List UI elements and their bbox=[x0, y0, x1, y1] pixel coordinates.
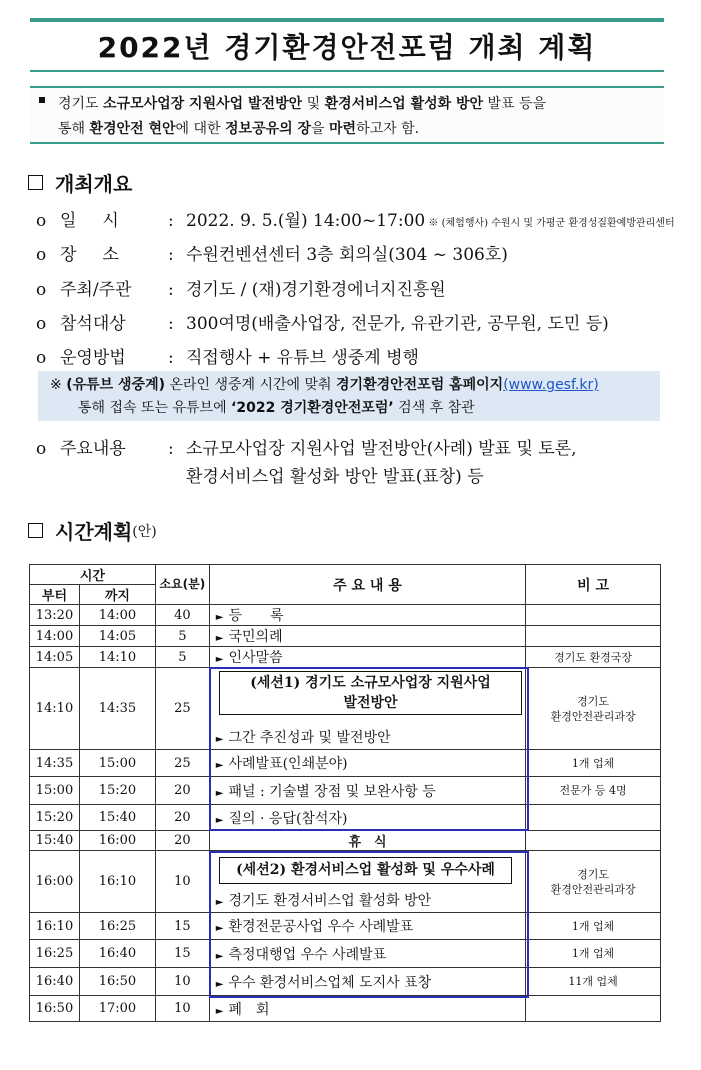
header-note: 비 고 bbox=[526, 565, 661, 605]
header-content: 주 요 내 용 bbox=[209, 565, 525, 605]
triangle-bullet-icon: ► bbox=[215, 734, 224, 745]
table-row-break: 15:40 16:00 20 휴 식 bbox=[30, 831, 661, 851]
square-bullet-icon bbox=[39, 97, 45, 103]
label-venue: 장소 bbox=[60, 245, 145, 265]
header-duration: 소요(분) bbox=[155, 565, 209, 605]
overview-row-operation: o 운영방법 : 직접행사 + 유튜브 생중계 병행 bbox=[36, 348, 419, 368]
triangle-bullet-icon: ► bbox=[215, 787, 224, 799]
table-row: 14:05 14:10 5 ► 인사말씀 경기도 환경국장 bbox=[30, 647, 661, 668]
header-from: 부터 bbox=[30, 585, 80, 605]
table-row: 16:00 16:10 10 ► 경기도 환경서비스업 활성화 방안 경기도 환경안전관리과장 bbox=[30, 851, 661, 913]
overview-row-attendees: o 참석대상 : 300여명(배출사업장, 전문가, 유관기관, 공무원, 도민 등) bbox=[36, 314, 609, 334]
checkbox-square-icon bbox=[28, 523, 43, 538]
triangle-bullet-icon: ► bbox=[215, 654, 224, 665]
session2-title: (세션2) 환경서비스업 활성화 및 우수사례 bbox=[219, 857, 512, 884]
table-row: 16:40 16:50 10 ► 우수 환경서비스업체 도지사 표창 11개 업체 bbox=[30, 968, 661, 996]
triangle-bullet-icon: ► bbox=[215, 923, 224, 934]
overview-row-contents: o 주요내용 : 소규모사업장 지원사업 발전방안(사례) 발표 및 토론, bbox=[36, 439, 577, 459]
header-time: 시간 bbox=[30, 565, 156, 585]
table-row: 15:20 15:40 20 ► 질의 · 응답(참석자) bbox=[30, 805, 661, 831]
homepage-link[interactable]: (www.gesf.kr) bbox=[503, 377, 599, 393]
triangle-bullet-icon: ► bbox=[215, 633, 224, 644]
table-row: 16:10 16:25 15 ► 환경전문공사업 우수 사례발표 1개 업체 bbox=[30, 913, 661, 940]
triangle-bullet-icon: ► bbox=[215, 760, 224, 771]
checkbox-square-icon bbox=[28, 175, 43, 190]
summary-line-2: 통해 환경안전 현안에 대한 정보공유의 장을 마련하고자 함. bbox=[58, 121, 420, 137]
header-to: 까지 bbox=[79, 585, 155, 605]
table-row: 16:25 16:40 15 ► 측정대행업 우수 사례발표 1개 업체 bbox=[30, 940, 661, 968]
schedule-heading: 시간계획 (안) bbox=[28, 516, 157, 545]
youtube-note: ※ (유튜브 생중계) 온라인 생중계 시간에 맞춰 경기환경안전포럼 홈페이지(www.gesf.kr) 통해 접속 또는 유튜브에 ‘2022 경기환경안전포럼’ 검색 후 참관 bbox=[38, 371, 660, 421]
triangle-bullet-icon: ► bbox=[215, 897, 224, 908]
overview-heading: 개최개요 bbox=[28, 168, 132, 197]
overview-row-venue: o 장소 : 수원컨벤션센터 3층 회의실(304 ~ 306호) bbox=[36, 240, 508, 265]
page-title: 2022년 경기환경안전포럼 개최 계획 bbox=[97, 31, 597, 64]
triangle-bullet-icon: ► bbox=[215, 814, 224, 826]
triangle-bullet-icon: ► bbox=[215, 978, 224, 990]
table-row: 13:20 14:00 40 ► 등 록 bbox=[30, 605, 661, 626]
triangle-bullet-icon: ► bbox=[215, 950, 224, 962]
overview-row-host: o 주최/주관 : 경기도 / (재)경기환경에너지진흥원 bbox=[36, 280, 446, 300]
table-row: 14:35 15:00 25 ► 사례발표(인쇄분야) 1개 업체 bbox=[30, 750, 661, 777]
title-bar bbox=[30, 18, 664, 72]
label-datetime: 일시 bbox=[60, 211, 145, 231]
table-row: 14:10 14:35 25 ► 그간 추진성과 및 발전방안 경기도 환경안전관리과장 bbox=[30, 668, 661, 750]
summary-line-1: 경기도 소규모사업장 지원사업 발전방안 및 환경서비스업 활성화 방안 발표 등을 bbox=[58, 96, 547, 112]
summary-box bbox=[30, 86, 664, 144]
table-row: 14:00 14:05 5 ► 국민의례 bbox=[30, 626, 661, 647]
table-row: 16:50 17:00 10 ► 폐 회 bbox=[30, 996, 661, 1022]
table-row: 15:00 15:20 20 ► 패널 : 기술별 장점 및 보완사항 등 전문가 등 4명 bbox=[30, 777, 661, 805]
session1-title: (세션1) 경기도 소규모사업장 지원사업 발전방안 bbox=[219, 671, 522, 715]
triangle-bullet-icon: ► bbox=[215, 612, 224, 623]
overview-row-contents-line2: 환경서비스업 활성화 방안 발표(표창) 등 bbox=[186, 467, 484, 487]
overview-row-datetime: o 일시 : 2022. 9. 5.(월) 14:00~17:00 ※ (체험행사) 수원시 및 가평군 환경성질환예방관리센터 bbox=[36, 206, 675, 231]
schedule-table bbox=[29, 564, 661, 1022]
triangle-bullet-icon: ► bbox=[215, 1005, 224, 1017]
